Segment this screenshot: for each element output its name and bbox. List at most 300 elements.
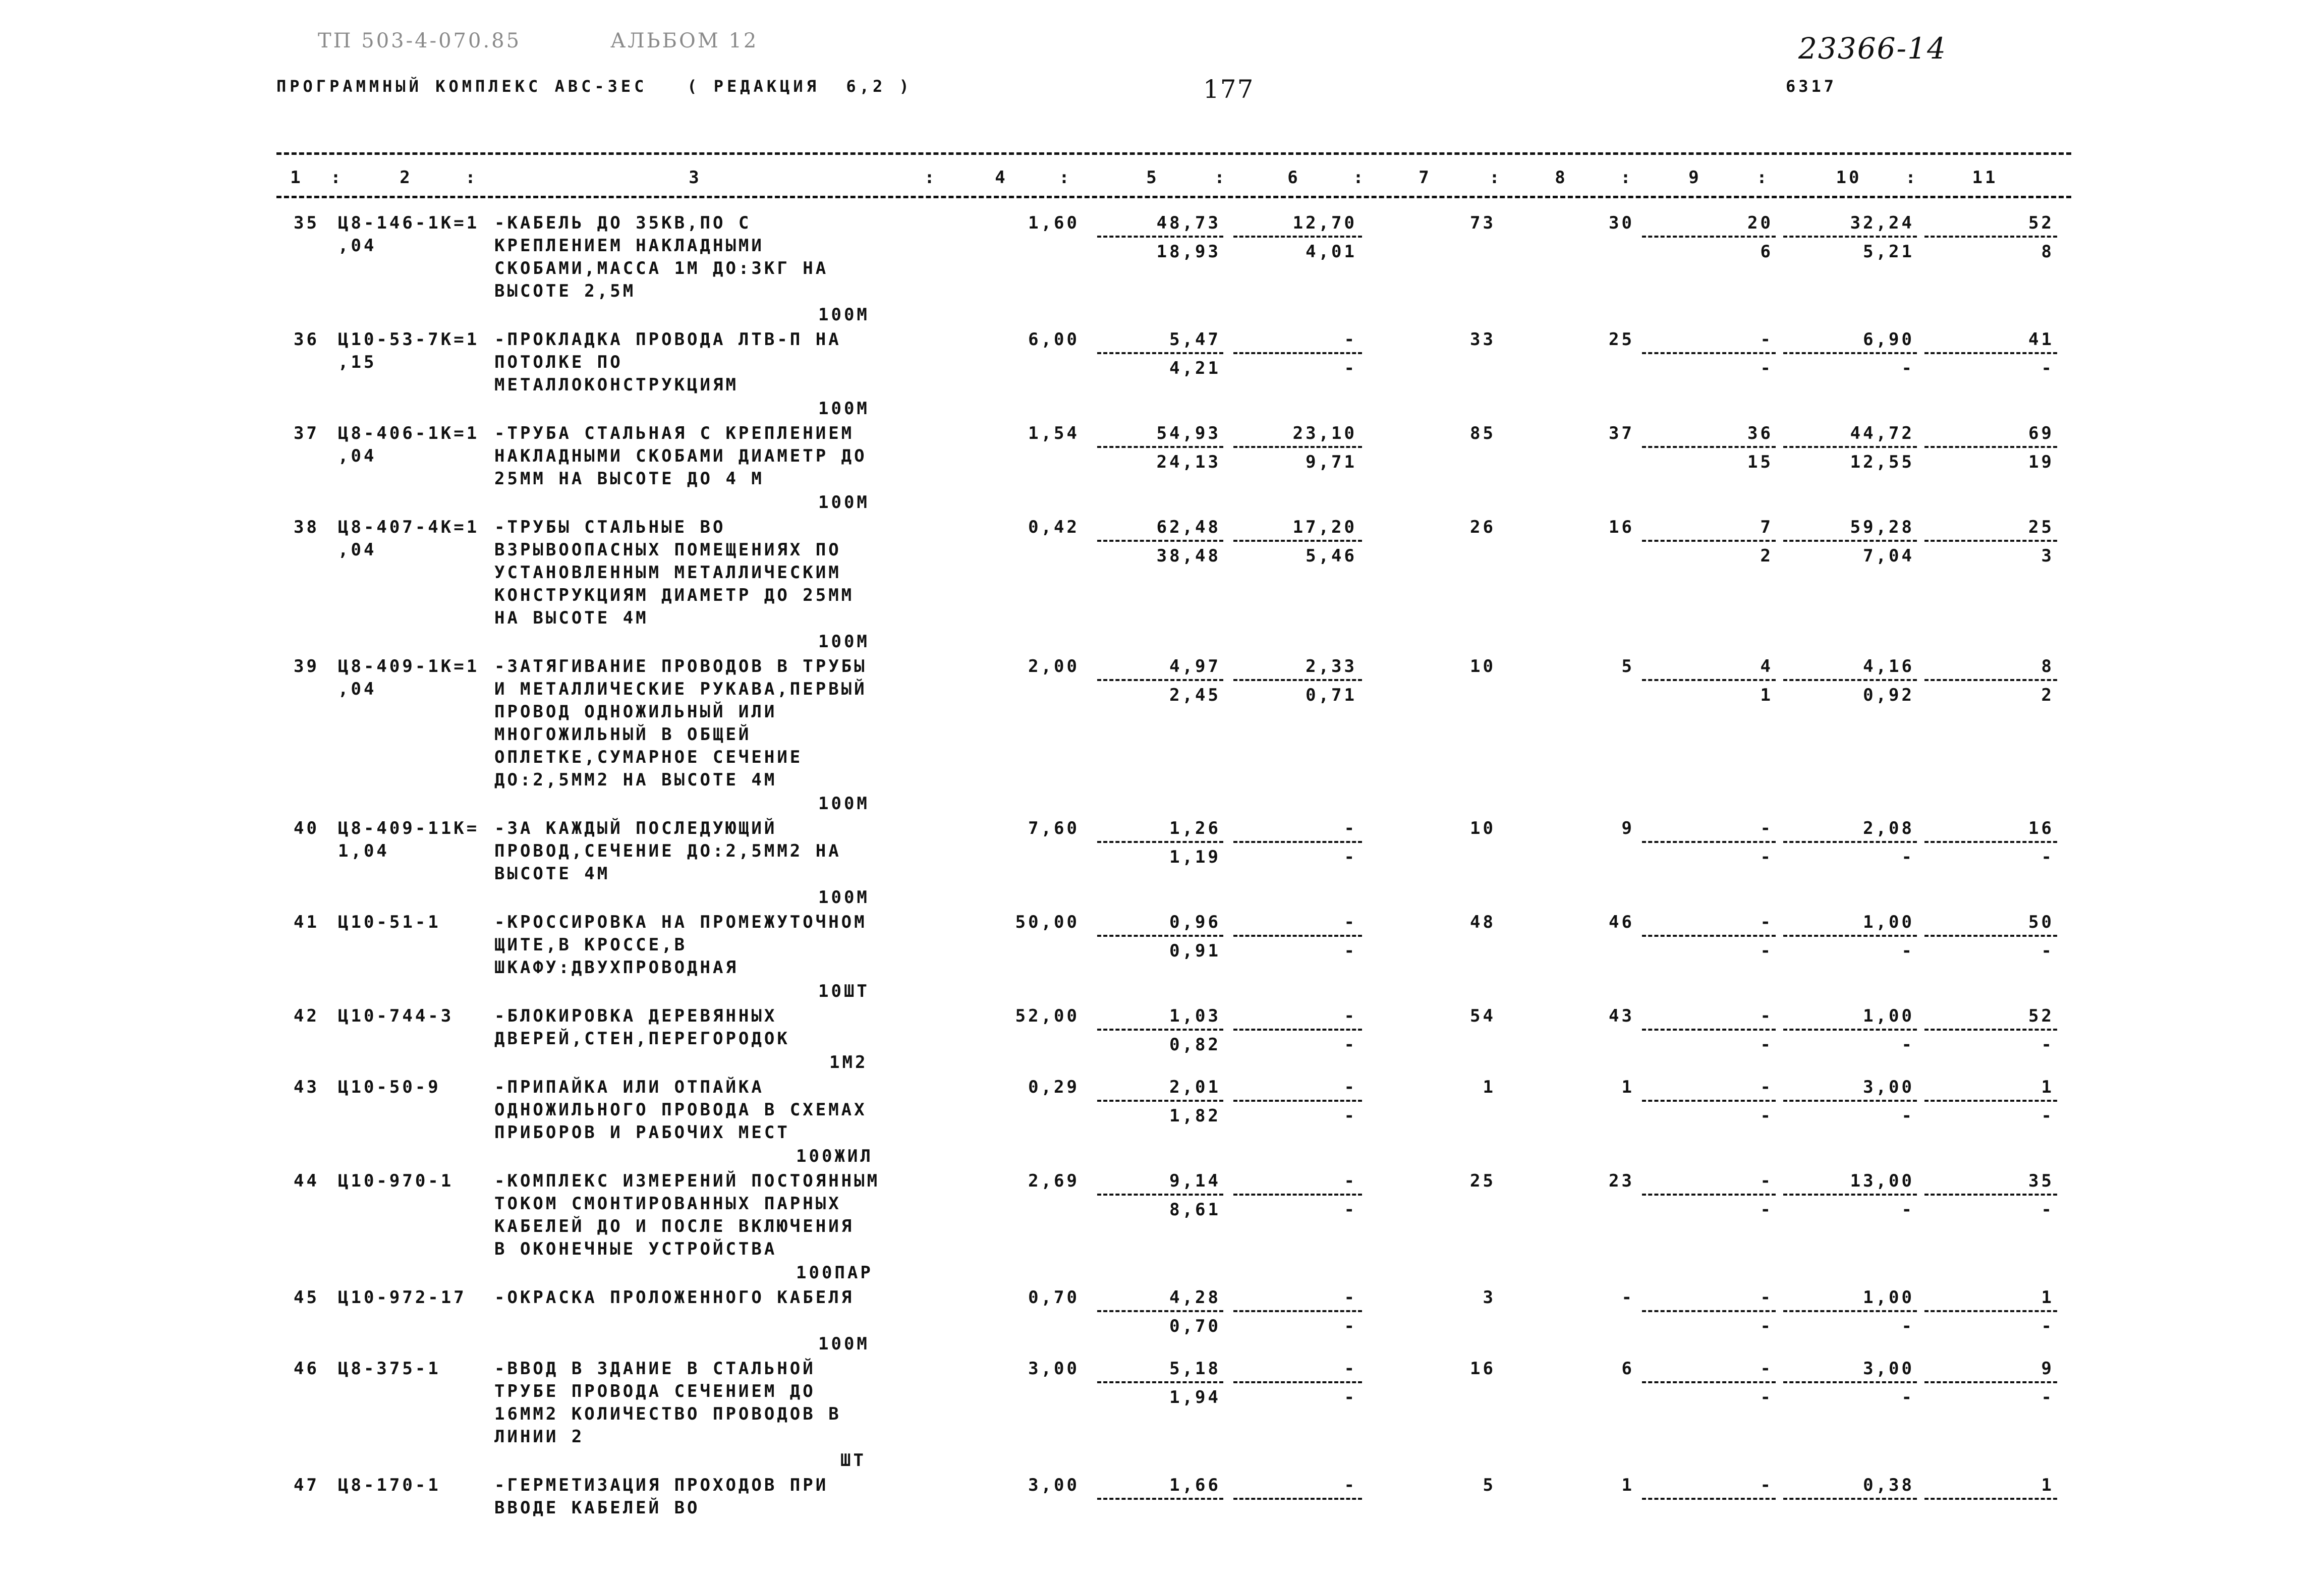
measure-unit: 100М [818,794,870,814]
total-cost: 10 [1470,656,1496,676]
machine-wages: 6 [1760,242,1773,262]
machine-labor-total: - [2041,1387,2054,1407]
column-number-8: 5 [1146,167,1159,188]
subtotal-rule [1642,1194,1776,1196]
labor-total: 69 [2028,423,2054,443]
machine-cost: - [1760,1171,1773,1191]
row-number: 36 [294,329,319,350]
unit-wages: 0,70 [1169,1316,1221,1336]
page-number: 177 [1203,75,1255,104]
row-number: 39 [294,656,319,676]
total-cost: 85 [1470,423,1496,443]
measure-unit: 100М [818,887,870,908]
machine-labor-total: - [2041,1200,2054,1220]
unit-cost-total: 4,97 [1169,656,1221,676]
work-description-line: И МЕТАЛЛИЧЕСКИЕ РУКАВА,ПЕРВЫЙ [494,679,867,699]
subtotal-rule [1233,446,1362,448]
labor-unit: 1,00 [1863,912,1914,932]
total-cost: 10 [1470,818,1496,838]
subtotal-rule [1924,1194,2057,1196]
row-number: 38 [294,517,319,537]
measure-unit: 100М [818,632,870,652]
subtotal-rule [1924,1029,2057,1031]
work-description-line: ПОТОЛКЕ ПО [494,352,623,372]
quantity: 2,69 [1028,1171,1080,1191]
subtotal-rule [1233,841,1362,843]
work-description-line: ШКАФУ:ДВУХПРОВОДНАЯ [494,957,739,978]
total-cost: 5 [1483,1475,1496,1495]
labor-total: 35 [2028,1171,2054,1191]
unit-cost-machines: - [1344,818,1357,838]
measure-unit: 100М [818,492,870,513]
unit-cost-machines: - [1344,1006,1357,1026]
subtotal-rule [1924,1381,2057,1383]
unit-machine-wages: 0,71 [1306,685,1357,705]
unit-cost-machines: - [1344,1287,1357,1308]
labor-unit: 6,90 [1863,329,1914,350]
unit-machine-wages: 9,71 [1306,452,1357,472]
base-wages: 5 [1621,656,1634,676]
norm-code: Ц8-409-11К= [338,818,480,838]
labor-total: 1 [2041,1077,2054,1097]
table-top-rule [276,152,2071,155]
quantity: 3,00 [1028,1359,1080,1379]
column-number-4: 3 [689,167,702,188]
labor-unit: 59,28 [1850,517,1914,537]
work-description-line: -ТРУБА СТАЛЬНАЯ С КРЕПЛЕНИЕМ [494,423,855,443]
unit-cost-total: 54,93 [1156,423,1221,443]
column-number-0: 1 [290,167,303,188]
work-description-line: НА ВЫСОТЕ 4М [494,608,649,628]
labor-unit: 4,16 [1863,656,1914,676]
column-number-10: 6 [1287,167,1300,188]
subtotal-rule [1233,1498,1362,1500]
base-wages: 16 [1609,517,1634,537]
machine-wages: - [1760,1106,1773,1126]
quantity: 2,00 [1028,656,1080,676]
labor-unit: 1,00 [1863,1006,1914,1026]
base-wages: 30 [1609,213,1634,233]
measure-unit: 100ПАР [796,1263,873,1283]
norm-code-suffix: ,04 [338,236,377,256]
column-number-row [276,166,2071,189]
work-description-line: СКОБАМИ,МАССА 1М ДО:3КГ НА [494,258,829,278]
labor-total: 41 [2028,329,2054,350]
work-description-line: -ГЕРМЕТИЗАЦИЯ ПРОХОДОВ ПРИ [494,1475,829,1495]
work-description-line: -ЗАТЯГИВАНИЕ ПРОВОДОВ В ТРУБЫ [494,656,867,676]
machine-labor-unit: - [1901,358,1914,378]
work-description-line: УСТАНОВЛЕННЫМ МЕТАЛЛИЧЕСКИМ [494,562,841,583]
machine-cost: 36 [1747,423,1773,443]
total-cost: 16 [1470,1359,1496,1379]
base-wages: 46 [1609,912,1634,932]
norm-code: Ц8-375-1 [338,1359,441,1379]
unit-cost-total: 1,26 [1169,818,1221,838]
work-description-line: ВЗРЫВООПАСНЫХ ПОМЕЩЕНИЯХ ПО [494,540,841,560]
unit-machine-wages: - [1344,847,1357,867]
unit-cost-total: 1,66 [1169,1475,1221,1495]
unit-cost-total: 62,48 [1156,517,1221,537]
subtotal-rule [1642,1100,1776,1102]
unit-wages: 18,93 [1156,242,1221,262]
labor-unit: 2,08 [1863,818,1914,838]
album-label: АЛЬБОМ 12 [610,29,759,52]
quantity: 1,54 [1028,423,1080,443]
subtotal-rule [1097,352,1223,354]
subtotal-rule [1783,1029,1917,1031]
column-number-16: 9 [1688,167,1702,188]
subtotal-rule [1924,352,2057,354]
measure-unit: 100М [818,399,870,419]
machine-cost: - [1760,1287,1773,1308]
measure-unit: 100ЖИЛ [796,1146,873,1166]
work-description-line: -ПРОКЛАДКА ПРОВОДА ЛТВ-П НА [494,329,841,350]
machine-labor-total: - [2041,1316,2054,1336]
subtotal-rule [1233,540,1362,542]
machine-cost: - [1760,912,1773,932]
machine-labor-total: 8 [2041,242,2054,262]
unit-cost-total: 1,03 [1169,1006,1221,1026]
unit-machine-wages: - [1344,1200,1357,1220]
base-wages: 43 [1609,1006,1634,1026]
norm-code: Ц8-407-4К=1 [338,517,480,537]
work-description-line: -БЛОКИРОВКА ДЕРЕВЯННЫХ [494,1006,777,1026]
norm-code: Ц10-51-1 [338,912,441,932]
unit-wages: 2,45 [1169,685,1221,705]
subtotal-rule [1642,352,1776,354]
unit-cost-total: 0,96 [1169,912,1221,932]
subtotal-rule [1097,841,1223,843]
subtotal-rule [1642,935,1776,937]
subtotal-rule [1783,1194,1917,1196]
machine-labor-total: - [2041,1035,2054,1055]
unit-machine-wages: - [1344,941,1357,961]
unit-cost-machines: - [1344,329,1357,350]
subtotal-rule [1783,236,1917,238]
machine-labor-total: 3 [2041,546,2054,566]
sheet-code: 6317 [1786,77,1837,96]
base-wages: 25 [1609,329,1634,350]
total-cost: 48 [1470,912,1496,932]
unit-cost-machines: - [1344,912,1357,932]
subtotal-rule [1097,1029,1223,1031]
row-number: 44 [294,1171,319,1191]
subtotal-rule [1924,540,2057,542]
quantity: 1,60 [1028,213,1080,233]
subtotal-rule [1783,446,1917,448]
unit-machine-wages: 5,46 [1306,546,1357,566]
unit-cost-machines: 12,70 [1292,213,1357,233]
total-cost: 3 [1483,1287,1496,1308]
subtotal-rule [1233,352,1362,354]
work-description-line: ТРУБЕ ПРОВОДА СЕЧЕНИЕМ ДО [494,1381,816,1401]
machine-labor-unit: - [1901,1035,1914,1055]
subtotal-rule [1233,679,1362,681]
machine-wages: - [1760,1387,1773,1407]
subtotal-rule [1783,1498,1917,1500]
unit-machine-wages: - [1344,1316,1357,1336]
unit-cost-total: 2,01 [1169,1077,1221,1097]
subtotal-rule [1924,1498,2057,1500]
norm-code: Ц10-970-1 [338,1171,454,1191]
machine-labor-total: - [2041,1106,2054,1126]
norm-code: Ц10-972-17 [338,1287,467,1308]
quantity: 50,00 [1015,912,1080,932]
labor-unit: 3,00 [1863,1359,1914,1379]
column-number-3: : [465,167,478,188]
work-description-line: ОДНОЖИЛЬНОГО ПРОВОДА В СХЕМАХ [494,1100,867,1120]
work-description-line: ПРОВОД ОДНОЖИЛЬНЫЙ ИЛИ [494,702,777,722]
labor-total: 9 [2041,1359,2054,1379]
machine-labor-unit: - [1901,941,1914,961]
machine-labor-unit: - [1901,1106,1914,1126]
machine-cost: - [1760,1359,1773,1379]
machine-labor-unit: - [1901,1387,1914,1407]
quantity: 7,60 [1028,818,1080,838]
document-code: ТП 503-4-070.85 [318,29,522,52]
work-description-line: ТОКОМ СМОНТИРОВАННЫХ ПАРНЫХ [494,1194,841,1214]
labor-total: 16 [2028,818,2054,838]
unit-cost-total: 5,18 [1169,1359,1221,1379]
subtotal-rule [1233,1100,1362,1102]
work-description-line: МЕТАЛЛОКОНСТРУКЦИЯМ [494,375,739,395]
norm-code-suffix: ,04 [338,540,377,560]
norm-code: Ц10-744-3 [338,1006,454,1026]
subtotal-rule [1097,1194,1223,1196]
unit-machine-wages: - [1344,1387,1357,1407]
row-number: 35 [294,213,319,233]
machine-wages: 15 [1747,452,1773,472]
norm-code: Ц8-406-1К=1 [338,423,480,443]
unit-wages: 1,19 [1169,847,1221,867]
work-description-line: -ОКРАСКА ПРОЛОЖЕННОГО КАБЕЛЯ [494,1287,855,1308]
unit-cost-machines: - [1344,1475,1357,1495]
norm-code-suffix: ,15 [338,352,377,372]
work-description-line: НАКЛАДНЫМИ СКОБАМИ ДИАМЕТР ДО [494,446,867,466]
unit-machine-wages: - [1344,1106,1357,1126]
machine-wages: - [1760,1316,1773,1336]
labor-unit: 44,72 [1850,423,1914,443]
machine-cost: - [1760,1475,1773,1495]
subtotal-rule [1642,679,1776,681]
machine-labor-unit: 5,21 [1863,242,1914,262]
work-description-line: -ВВОД В ЗДАНИЕ В СТАЛЬНОЙ [494,1359,816,1379]
row-number: 42 [294,1006,319,1026]
subtotal-rule [1097,540,1223,542]
machine-wages: - [1760,941,1773,961]
subtotal-rule [1233,236,1362,238]
unit-cost-total: 48,73 [1156,213,1221,233]
unit-wages: 8,61 [1169,1200,1221,1220]
work-description-line: ВЫСОТЕ 2,5М [494,281,636,301]
column-number-5: : [924,167,937,188]
labor-total: 8 [2041,656,2054,676]
subtotal-rule [1097,1381,1223,1383]
work-description-line: ВЫСОТЕ 4М [494,864,610,884]
quantity: 3,00 [1028,1475,1080,1495]
base-wages: 1 [1621,1475,1634,1495]
machine-wages: 2 [1760,546,1773,566]
work-description-line: -КАБЕЛЬ ДО 35КВ,ПО С [494,213,752,233]
row-number: 45 [294,1287,319,1308]
machine-cost: 4 [1760,656,1773,676]
work-description-line: ЛИНИИ 2 [494,1427,585,1447]
unit-wages: 24,13 [1156,452,1221,472]
machine-labor-unit: 7,04 [1863,546,1914,566]
machine-labor-total: 2 [2041,685,2054,705]
subtotal-rule [1097,679,1223,681]
work-description-line: ДО:2,5ММ2 НА ВЫСОТЕ 4М [494,770,777,790]
work-description-line: ОПЛЕТКЕ,СУМАРНОЕ СЕЧЕНИЕ [494,747,803,767]
row-number: 46 [294,1359,319,1379]
norm-code: Ц8-409-1К=1 [338,656,480,676]
unit-cost-machines: 17,20 [1292,517,1357,537]
labor-total: 1 [2041,1475,2054,1495]
unit-wages: 4,21 [1169,358,1221,378]
subtotal-rule [1924,935,2057,937]
column-number-19: : [1905,167,1918,188]
machine-cost: - [1760,1077,1773,1097]
machine-wages: - [1760,847,1773,867]
unit-cost-machines: 2,33 [1306,656,1357,676]
subtotal-rule [1642,1381,1776,1383]
quantity: 0,70 [1028,1287,1080,1308]
unit-cost-machines: 23,10 [1292,423,1357,443]
quantity: 52,00 [1015,1006,1080,1026]
subtotal-rule [1783,679,1917,681]
work-description-line: -КРОССИРОВКА НА ПРОМЕЖУТОЧНОМ [494,912,867,932]
column-number-20: 11 [1972,167,1998,188]
machine-labor-unit: 0,92 [1863,685,1914,705]
subtotal-rule [1642,1310,1776,1312]
quantity: 0,42 [1028,517,1080,537]
subtotal-rule [1097,935,1223,937]
machine-cost: 7 [1760,517,1773,537]
unit-machine-wages: - [1344,1035,1357,1055]
work-description-line: МНОГОЖИЛЬНЫЙ В ОБЩЕЙ [494,724,752,745]
unit-wages: 1,82 [1169,1106,1221,1126]
subtotal-rule [1097,1310,1223,1312]
work-description-line: ПРОВОД,СЕЧЕНИЕ ДО:2,5ММ2 НА [494,841,841,861]
subtotal-rule [1783,352,1917,354]
subtotal-rule [1642,446,1776,448]
work-description-line: В ОКОНЕЧНЫЕ УСТРОЙСТВА [494,1239,777,1259]
subtotal-rule [1097,1498,1223,1500]
machine-labor-total: - [2041,941,2054,961]
subtotal-rule [1924,446,2057,448]
table-header-rule [276,196,2071,198]
norm-code: Ц8-170-1 [338,1475,441,1495]
subtotal-rule [1642,1498,1776,1500]
subtotal-rule [1233,1381,1362,1383]
machine-cost: - [1760,329,1773,350]
norm-code-suffix: ,04 [338,446,377,466]
subtotal-rule [1233,935,1362,937]
base-wages: 6 [1621,1359,1634,1379]
subtotal-rule [1783,1310,1917,1312]
subtotal-rule [1783,540,1917,542]
machine-cost: - [1760,818,1773,838]
subtotal-rule [1233,1029,1362,1031]
measure-unit: 10ШТ [818,981,870,1001]
unit-wages: 1,94 [1169,1387,1221,1407]
column-number-12: 7 [1419,167,1432,188]
subtotal-rule [1642,841,1776,843]
machine-cost: - [1760,1006,1773,1026]
subtotal-rule [1642,540,1776,542]
machine-wages: - [1760,1035,1773,1055]
work-description-line: ДВЕРЕЙ,СТЕН,ПЕРЕГОРОДОК [494,1029,790,1049]
work-description-line: ВВОДЕ КАБЕЛЕЙ ВО [494,1498,700,1518]
column-number-6: 4 [995,167,1008,188]
subtotal-rule [1642,236,1776,238]
norm-code: Ц10-53-7К=1 [338,329,480,350]
work-description-line: КАБЕЛЕЙ ДО И ПОСЛЕ ВКЛЮЧЕНИЯ [494,1216,855,1236]
machine-labor-unit: - [1901,1200,1914,1220]
machine-labor-total: - [2041,847,2054,867]
row-number: 43 [294,1077,319,1097]
machine-labor-unit: - [1901,847,1914,867]
base-wages: 37 [1609,423,1634,443]
measure-unit: ШТ [840,1450,866,1471]
total-cost: 54 [1470,1006,1496,1026]
machine-wages: - [1760,358,1773,378]
labor-unit: 1,00 [1863,1287,1914,1308]
unit-cost-machines: - [1344,1359,1357,1379]
base-wages: 1 [1621,1077,1634,1097]
machine-wages: - [1760,1200,1773,1220]
machine-wages: 1 [1760,685,1773,705]
work-description-line: КРЕПЛЕНИЕМ НАКЛАДНЫМИ [494,236,764,256]
base-wages: 9 [1621,818,1634,838]
column-number-15: : [1620,167,1633,188]
subtotal-rule [1783,1100,1917,1102]
measure-unit: 1М2 [829,1052,868,1073]
unit-cost-total: 9,14 [1169,1171,1221,1191]
labor-total: 1 [2041,1287,2054,1308]
machine-labor-unit: - [1901,1316,1914,1336]
labor-total: 52 [2028,213,2054,233]
work-description-line: 16ММ2 КОЛИЧЕСТВО ПРОВОДОВ В [494,1404,841,1424]
subtotal-rule [1924,236,2057,238]
unit-wages: 38,48 [1156,546,1221,566]
subtotal-rule [1642,1029,1776,1031]
labor-total: 25 [2028,517,2054,537]
work-description-line: -ПРИПАЙКА ИЛИ ОТПАЙКА [494,1077,764,1097]
machine-labor-unit: 12,55 [1850,452,1914,472]
unit-cost-total: 4,28 [1169,1287,1221,1308]
unit-machine-wages: 4,01 [1306,242,1357,262]
row-number: 37 [294,423,319,443]
row-number: 40 [294,818,319,838]
subtotal-rule [1924,1100,2057,1102]
column-number-11: : [1353,167,1366,188]
work-description-line: ПРИБОРОВ И РАБОЧИХ МЕСТ [494,1122,790,1143]
column-number-13: : [1489,167,1502,188]
labor-unit: 3,00 [1863,1077,1914,1097]
subtotal-rule [1097,446,1223,448]
work-description-line: -КОМПЛЕКС ИЗМЕРЕНИЙ ПОСТОЯННЫМ [494,1171,880,1191]
unit-wages: 0,91 [1169,941,1221,961]
total-cost: 33 [1470,329,1496,350]
labor-unit: 13,00 [1850,1171,1914,1191]
subtotal-rule [1233,1310,1362,1312]
machine-labor-total: 19 [2028,452,2054,472]
total-cost: 26 [1470,517,1496,537]
norm-code-suffix: ,04 [338,679,377,699]
machine-cost: 20 [1747,213,1773,233]
base-wages: 23 [1609,1171,1634,1191]
